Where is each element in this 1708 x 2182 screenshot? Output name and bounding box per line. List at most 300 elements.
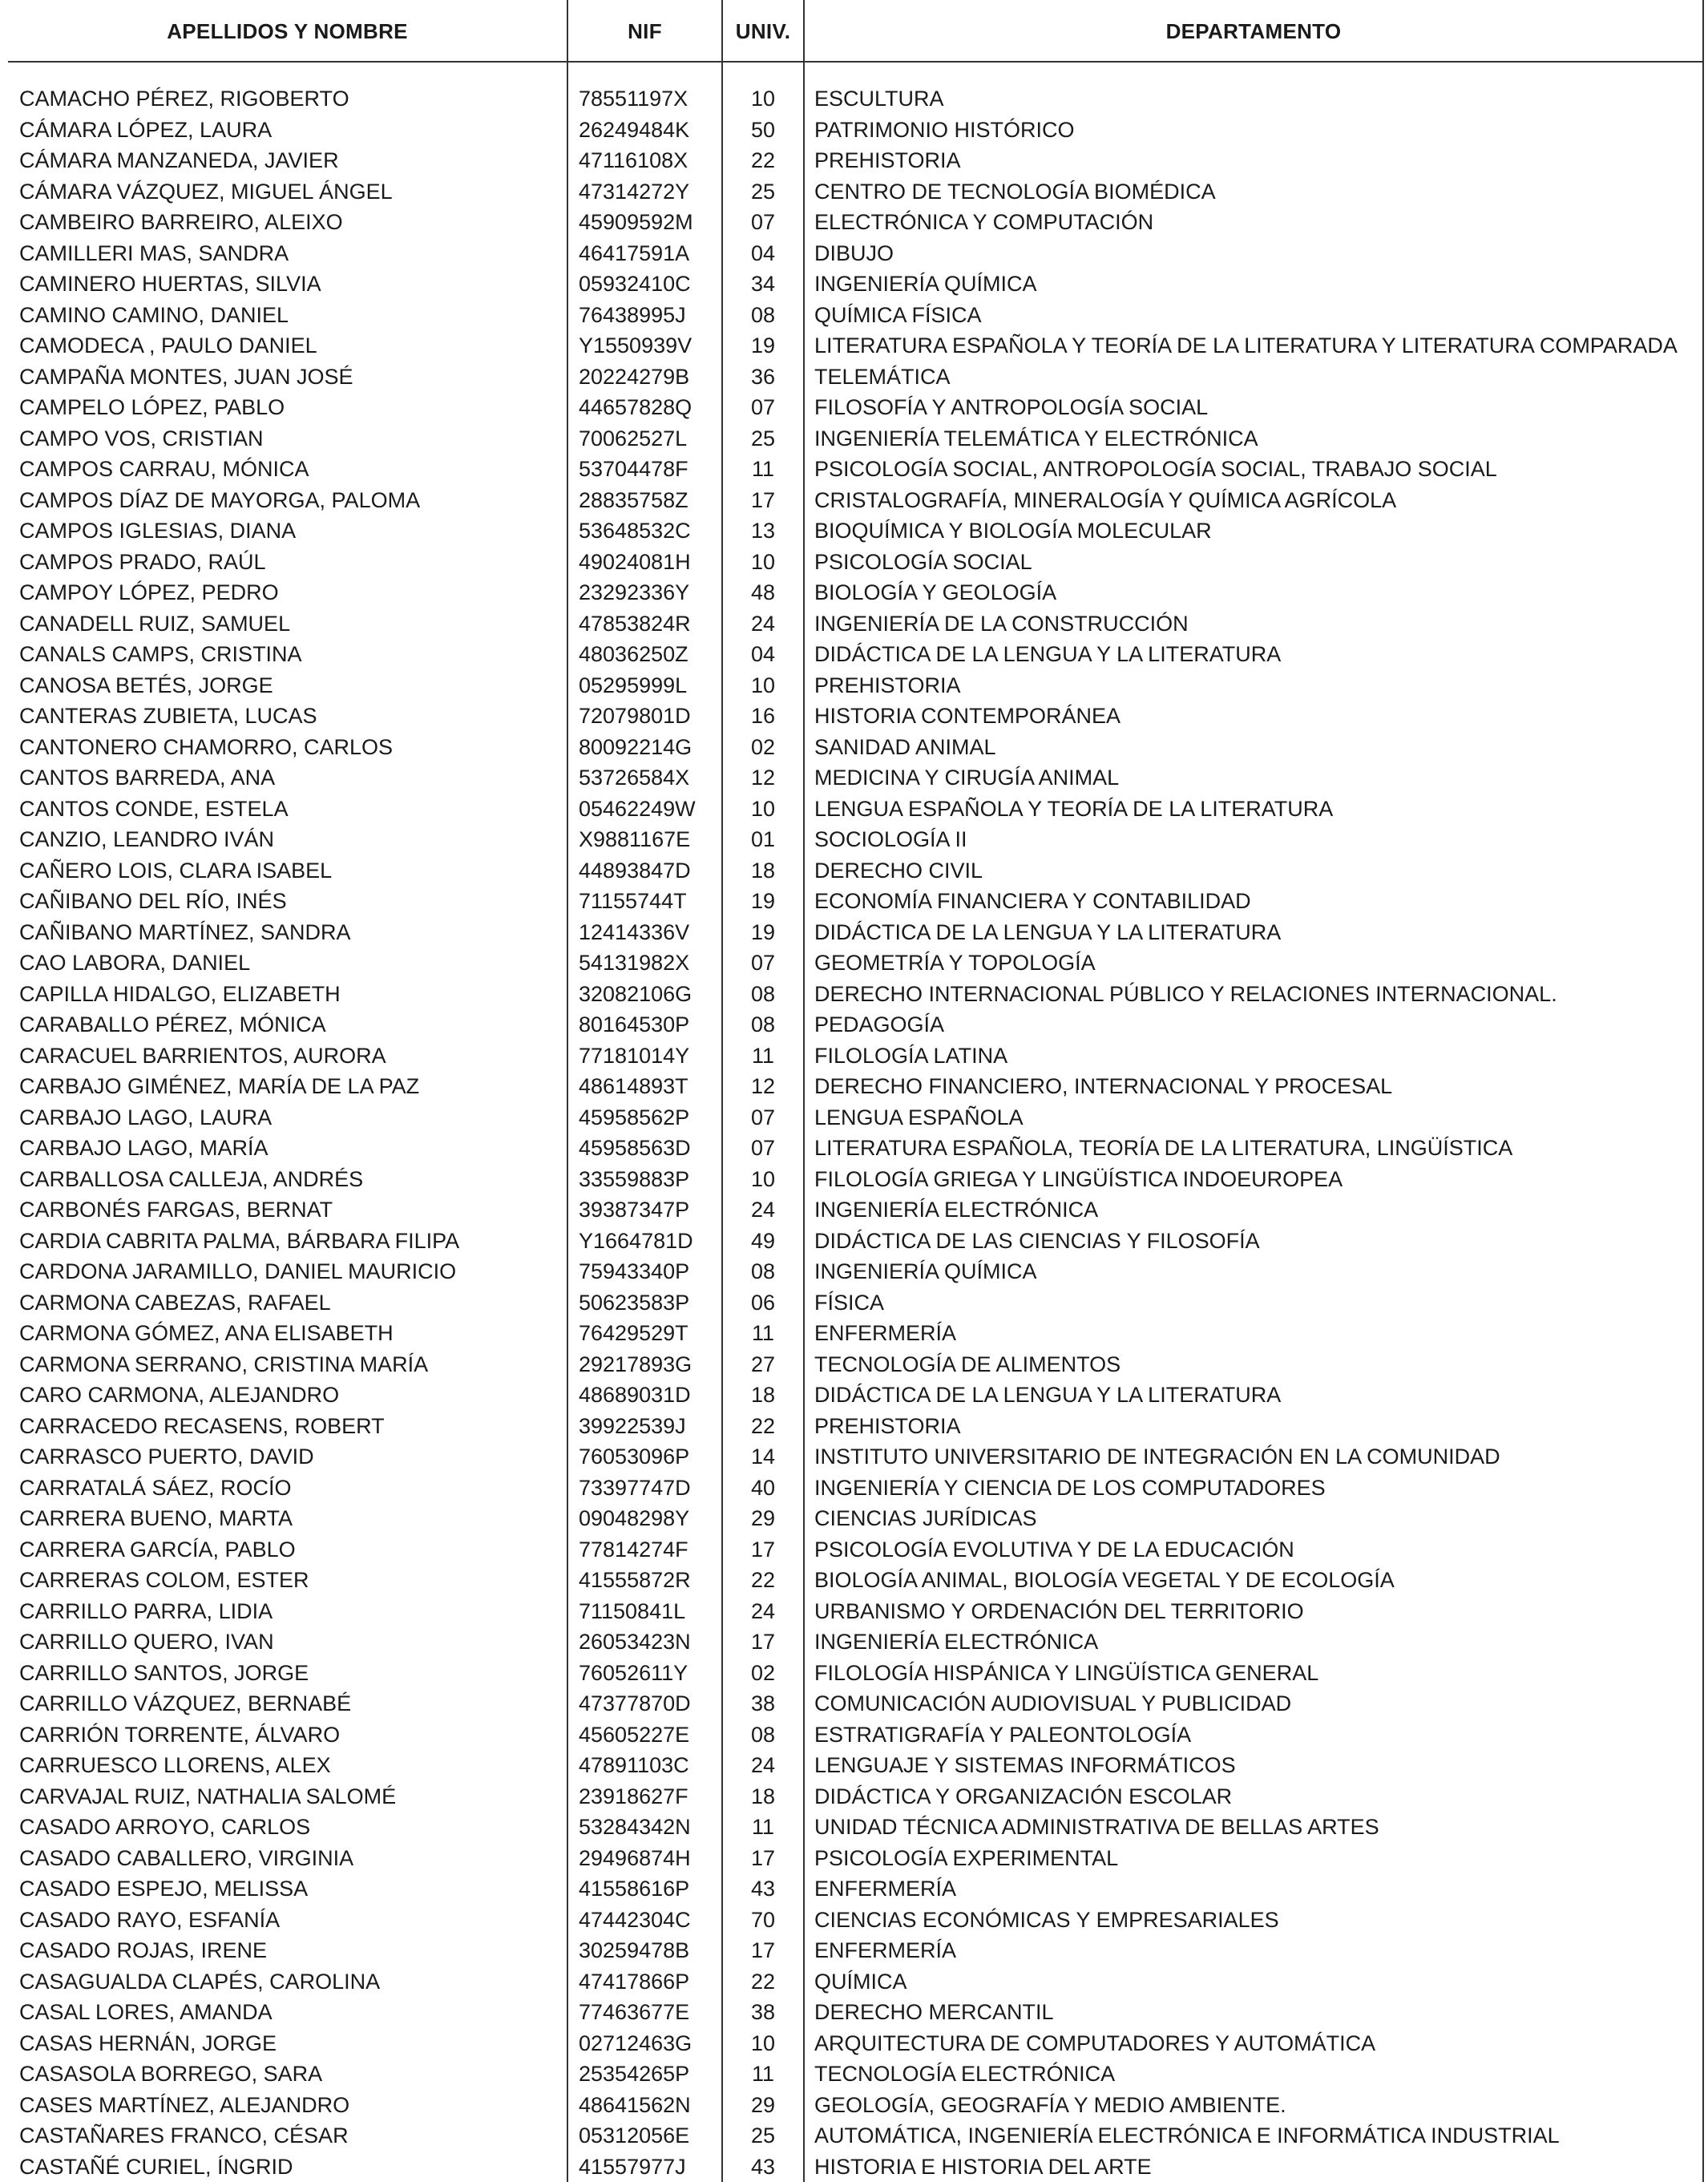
cell-name: CANALS CAMPS, CRISTINA xyxy=(19,642,302,666)
cell-univ: 38 xyxy=(750,1691,776,1715)
cell-nif: 76052611Y xyxy=(579,1660,688,1685)
cell-department: PREHISTORIA xyxy=(814,1413,961,1438)
cell-univ: 29 xyxy=(750,1506,776,1530)
cell-univ: 11 xyxy=(751,457,775,481)
cell-name: CARMONA GÓMEZ, ANA ELISABETH xyxy=(19,1321,394,1345)
cell-name: CAMINERO HUERTAS, SILVIA xyxy=(19,272,321,296)
cell-nif: 41558616P xyxy=(579,1877,690,1901)
cell-name: CASASOLA BORREGO, SARA xyxy=(19,2062,323,2086)
cell-department: GEOMETRÍA Y TOPOLOGÍA xyxy=(814,951,1096,975)
table-row xyxy=(0,794,1704,825)
cell-nif: 76053096P xyxy=(579,1445,690,1469)
cell-univ: 36 xyxy=(750,364,776,389)
table-row xyxy=(0,855,1704,887)
cell-department: MEDICINA Y CIRUGÍA ANIMAL xyxy=(814,766,1120,790)
cell-name: CAÑIBANO MARTÍNEZ, SANDRA xyxy=(19,919,351,944)
cell-nif: 72079801D xyxy=(579,704,691,728)
cell-nif: 25354265P xyxy=(579,2062,690,2086)
cell-nif: 26249484K xyxy=(579,117,690,142)
cell-univ: 11 xyxy=(751,1815,775,1839)
table-row xyxy=(0,83,1704,115)
table-row xyxy=(0,115,1704,146)
cell-univ: 07 xyxy=(750,951,776,975)
header-department: DEPARTAMENTO xyxy=(1165,19,1342,43)
cell-nif: 44893847D xyxy=(579,858,691,883)
cell-department: PEDAGOGÍA xyxy=(814,1012,945,1036)
cell-nif: 75943340P xyxy=(579,1259,690,1283)
cell-univ: 11 xyxy=(751,1321,775,1345)
cell-department: INGENIERÍA TELEMÁTICA Y ELECTRÓNICA xyxy=(814,426,1258,451)
cell-name: CARACUEL BARRIENTOS, AURORA xyxy=(19,1043,386,1068)
cell-nif: 39387347P xyxy=(579,1198,690,1222)
cell-department: CENTRO DE TECNOLOGÍA BIOMÉDICA xyxy=(814,179,1216,204)
table-row xyxy=(0,1380,1704,1411)
cell-name: CASADO CABALLERO, VIRGINIA xyxy=(19,1845,354,1870)
cell-department: HISTORIA CONTEMPORÁNEA xyxy=(814,704,1121,728)
table-row xyxy=(0,1565,1704,1596)
cell-univ: 29 xyxy=(750,2092,776,2117)
cell-univ: 22 xyxy=(750,1568,776,1592)
cell-nif: 47853824R xyxy=(579,611,691,636)
cell-univ: 17 xyxy=(750,487,776,512)
cell-nif: 53726584X xyxy=(579,766,690,790)
cell-nif: 41557977J xyxy=(579,2154,686,2179)
cell-name: CARMONA SERRANO, CRISTINA MARÍA xyxy=(19,1352,429,1376)
table-row xyxy=(0,1318,1704,1349)
cell-nif: 20224279B xyxy=(579,364,690,389)
cell-univ: 10 xyxy=(750,87,776,111)
table-row xyxy=(0,1781,1704,1812)
cell-name: CAMODECA , PAULO DANIEL xyxy=(19,333,317,358)
cell-name: CARRIÓN TORRENTE, ÁLVARO xyxy=(19,1722,341,1747)
cell-univ: 12 xyxy=(750,766,776,790)
cell-name: CARRATALÁ SÁEZ, ROCÍO xyxy=(19,1475,292,1500)
cell-univ: 48 xyxy=(750,580,776,604)
table-row xyxy=(0,948,1704,979)
cell-department: TELEMÁTICA xyxy=(814,364,951,389)
cell-name: CARO CARMONA, ALEJANDRO xyxy=(19,1383,340,1407)
table-row xyxy=(0,1626,1704,1658)
table-row xyxy=(0,1812,1704,1843)
cell-name: CASAGUALDA CLAPÉS, CAROLINA xyxy=(19,1969,381,1994)
cell-name: CAÑIBANO DEL RÍO, INÉS xyxy=(19,889,287,913)
cell-nif: Y1550939V xyxy=(579,333,692,358)
cell-univ: 08 xyxy=(750,1259,776,1283)
cell-department: CIENCIAS JURÍDICAS xyxy=(814,1506,1037,1530)
table-row xyxy=(0,238,1704,269)
cell-univ: 10 xyxy=(750,673,776,697)
cell-univ: 40 xyxy=(750,1475,776,1500)
cell-department: INGENIERÍA ELECTRÓNICA xyxy=(814,1198,1099,1222)
cell-department: FILOSOFÍA Y ANTROPOLOGÍA SOCIAL xyxy=(814,395,1209,419)
cell-nif: 47314272Y xyxy=(579,179,690,204)
table-row xyxy=(0,1905,1704,1936)
table-header xyxy=(0,0,1704,61)
cell-nif: 80164530P xyxy=(579,1012,690,1036)
cell-department: DERECHO FINANCIERO, INTERNACIONAL Y PROCESAL xyxy=(814,1074,1393,1098)
cell-department: PSICOLOGÍA EVOLUTIVA Y DE LA EDUCACIÓN xyxy=(814,1537,1294,1562)
cell-department: INSTITUTO UNIVERSITARIO DE INTEGRACIÓN EN LA COMUNIDAD xyxy=(814,1445,1500,1469)
cell-univ: 01 xyxy=(750,827,776,851)
cell-nif: 48614893T xyxy=(579,1074,688,1098)
cell-nif: 76438995J xyxy=(579,302,686,327)
cell-name: CAMBEIRO BARREIRO, ALEIXO xyxy=(19,210,343,234)
table-row xyxy=(0,362,1704,393)
cell-department: URBANISMO Y ORDENACIÓN DEL TERRITORIO xyxy=(814,1598,1304,1623)
cell-nif: 05932410C xyxy=(579,272,691,296)
cell-department: CRISTALOGRAFÍA, MINERALOGÍA Y QUÍMICA AGRÍCOLA xyxy=(814,487,1397,512)
cell-department: COMUNICACIÓN AUDIOVISUAL Y PUBLICIDAD xyxy=(814,1691,1292,1715)
cell-department: LITERATURA ESPAÑOLA Y TEORÍA DE LA LITERATURA Y LITERATURA COMPARADA xyxy=(814,333,1678,358)
cell-department: PSICOLOGÍA EXPERIMENTAL xyxy=(814,1845,1119,1870)
cell-name: CAMPO VOS, CRISTIAN xyxy=(19,426,264,451)
cell-name: CASES MARTÍNEZ, ALEJANDRO xyxy=(19,2092,350,2117)
cell-name: CARRASCO PUERTO, DAVID xyxy=(19,1445,314,1469)
table-row xyxy=(0,608,1704,640)
cell-univ: 17 xyxy=(750,1938,776,1962)
cell-department: ECONOMÍA FINANCIERA Y CONTABILIDAD xyxy=(814,889,1251,913)
cell-nif: 44657828Q xyxy=(579,395,692,419)
cell-name: CANTERAS ZUBIETA, LUCAS xyxy=(19,704,317,728)
table-row xyxy=(0,1935,1704,1966)
cell-univ: 24 xyxy=(750,1598,776,1623)
cell-name: CARBAJO GIMÉNEZ, MARÍA DE LA PAZ xyxy=(19,1074,420,1098)
cell-department: DERECHO INTERNACIONAL PÚBLICO Y RELACIONES INTERNACIONAL. xyxy=(814,981,1557,1006)
cell-nif: 32082106G xyxy=(579,981,692,1006)
cell-univ: 34 xyxy=(750,272,776,296)
cell-department: DIDÁCTICA DE LA LENGUA Y LA LITERATURA xyxy=(814,919,1282,944)
cell-department: DIDÁCTICA DE LA LENGUA Y LA LITERATURA xyxy=(814,1383,1282,1407)
cell-univ: 22 xyxy=(750,1413,776,1438)
cell-name: CAO LABORA, DANIEL xyxy=(19,951,251,975)
cell-name: CANTOS BARREDA, ANA xyxy=(19,766,276,790)
cell-name: CAMINO CAMINO, DANIEL xyxy=(19,302,289,327)
cell-nif: 53648532C xyxy=(579,519,691,543)
cell-nif: 70062527L xyxy=(579,426,688,451)
cell-name: CÁMARA MANZANEDA, JAVIER xyxy=(19,148,339,172)
cell-name: CARRILLO SANTOS, JORGE xyxy=(19,1660,309,1685)
cell-univ: 07 xyxy=(750,395,776,419)
cell-univ: 14 xyxy=(750,1445,776,1469)
cell-department: PREHISTORIA xyxy=(814,148,961,172)
cell-department: SOCIOLOGÍA II xyxy=(814,827,967,851)
cell-univ: 22 xyxy=(750,148,776,172)
cell-nif: 50623583P xyxy=(579,1290,690,1315)
cell-name: CASADO RAYO, ESFANÍA xyxy=(19,1907,281,1932)
table-row xyxy=(0,732,1704,763)
table-row xyxy=(0,1441,1704,1473)
header-univ: UNIV. xyxy=(735,19,791,43)
cell-nif: 71150841L xyxy=(579,1598,686,1623)
table-row xyxy=(0,1040,1704,1072)
cell-univ: 07 xyxy=(750,210,776,234)
cell-department: FÍSICA xyxy=(814,1290,885,1315)
table-row xyxy=(0,2120,1704,2152)
cell-department: BIOQUÍMICA Y BIOLOGÍA MOLECULAR xyxy=(814,519,1212,543)
cell-department: AUTOMÁTICA, INGENIERÍA ELECTRÓNICA E INFORMÁTICA INDUSTRIAL xyxy=(814,2123,1560,2148)
cell-name: CARRILLO VÁZQUEZ, BERNABÉ xyxy=(19,1691,352,1715)
cell-univ: 19 xyxy=(750,889,776,913)
table-row xyxy=(0,2028,1704,2059)
cell-univ: 08 xyxy=(750,981,776,1006)
cell-nif: 47377870D xyxy=(579,1691,691,1715)
cell-department: ESTRATIGRAFÍA Y PALEONTOLOGÍA xyxy=(814,1722,1192,1747)
cell-name: CARMONA CABEZAS, RAFAEL xyxy=(19,1290,331,1315)
cell-nif: 09048298Y xyxy=(579,1506,690,1530)
cell-name: CANTONERO CHAMORRO, CARLOS xyxy=(19,734,394,759)
cell-univ: 24 xyxy=(750,611,776,636)
cell-nif: 45958563D xyxy=(579,1136,691,1160)
cell-department: ENFERMERÍA xyxy=(814,1938,957,1962)
cell-name: CAÑERO LOIS, CLARA ISABEL xyxy=(19,858,333,883)
cell-univ: 08 xyxy=(750,1012,776,1036)
cell-nif: 23292336Y xyxy=(579,580,690,604)
cell-univ: 38 xyxy=(750,2000,776,2024)
cell-department: ENFERMERÍA xyxy=(814,1321,957,1345)
table-row xyxy=(0,330,1704,362)
table-row xyxy=(0,1503,1704,1534)
cell-name: CAMPOY LÓPEZ, PEDRO xyxy=(19,580,279,604)
cell-univ: 02 xyxy=(750,1660,776,1685)
cell-name: CASAL LORES, AMANDA xyxy=(19,2000,273,2024)
cell-nif: 49024081H xyxy=(579,549,691,574)
cell-nif: X9881167E xyxy=(579,827,691,851)
cell-name: CARBONÉS FARGAS, BERNAT xyxy=(19,1198,333,1222)
cell-univ: 17 xyxy=(750,1630,776,1654)
cell-department: PSICOLOGÍA SOCIAL, ANTROPOLOGÍA SOCIAL, TRABAJO SOCIAL xyxy=(814,457,1497,481)
cell-name: CÁMARA VÁZQUEZ, MIGUEL ÁNGEL xyxy=(19,179,393,204)
cell-name: CARRERA BUENO, MARTA xyxy=(19,1506,293,1530)
cell-univ: 24 xyxy=(750,1198,776,1222)
cell-name: CARDIA CABRITA PALMA, BÁRBARA FILIPA xyxy=(19,1228,460,1253)
cell-nif: 39922539J xyxy=(579,1413,686,1438)
cell-univ: 18 xyxy=(750,858,776,883)
table-row xyxy=(0,701,1704,732)
cell-univ: 19 xyxy=(750,919,776,944)
cell-name: CANADELL RUIZ, SAMUEL xyxy=(19,611,291,636)
cell-univ: 17 xyxy=(750,1845,776,1870)
cell-univ: 08 xyxy=(750,1722,776,1747)
cell-nif: 77463677E xyxy=(579,2000,690,2024)
cell-name: CASTAÑARES FRANCO, CÉSAR xyxy=(19,2123,349,2148)
table-row xyxy=(0,1287,1704,1319)
cell-name: CASAS HERNÁN, JORGE xyxy=(19,2030,277,2055)
table-row xyxy=(0,423,1704,455)
table-row xyxy=(0,1873,1704,1905)
cell-nif: 76429529T xyxy=(579,1321,688,1345)
table-row xyxy=(0,979,1704,1010)
cell-name: CAMPOS DÍAZ DE MAYORGA, PALOMA xyxy=(19,487,421,512)
cell-nif: 45958562P xyxy=(579,1105,690,1129)
header-rule xyxy=(8,61,1704,63)
cell-univ: 22 xyxy=(750,1969,776,1994)
cell-department: LENGUA ESPAÑOLA Y TEORÍA DE LA LITERATURA xyxy=(814,796,1334,821)
cell-department: CIENCIAS ECONÓMICAS Y EMPRESARIALES xyxy=(814,1907,1279,1932)
header-name: APELLIDOS Y NOMBRE xyxy=(167,19,408,43)
cell-univ: 04 xyxy=(750,642,776,666)
table-row xyxy=(0,515,1704,547)
table-row xyxy=(0,300,1704,331)
cell-nif: 45605227E xyxy=(579,1722,690,1747)
table-row xyxy=(0,762,1704,794)
table-row xyxy=(0,1071,1704,1102)
cell-univ: 13 xyxy=(750,519,776,543)
cell-univ: 10 xyxy=(750,1166,776,1191)
cell-nif: 54131982X xyxy=(579,951,690,975)
table-row xyxy=(0,1411,1704,1442)
table-row xyxy=(0,145,1704,176)
cell-nif: 05462249W xyxy=(579,796,696,821)
table-row xyxy=(0,485,1704,516)
cell-name: CAMPAÑA MONTES, JUAN JOSÉ xyxy=(19,364,353,389)
cell-department: DIDÁCTICA DE LAS CIENCIAS Y FILOSOFÍA xyxy=(814,1228,1260,1253)
cell-nif: 47116108X xyxy=(579,148,688,172)
cell-name: CÁMARA LÓPEZ, LAURA xyxy=(19,117,273,142)
cell-univ: 16 xyxy=(750,704,776,728)
cell-nif: 48689031D xyxy=(579,1383,691,1407)
cell-name: CARRERA GARCÍA, PABLO xyxy=(19,1537,296,1562)
cell-department: LITERATURA ESPAÑOLA, TEORÍA DE LA LITERATURA, LINGÜÍSTICA xyxy=(814,1136,1513,1160)
cell-univ: 07 xyxy=(750,1136,776,1160)
table-row xyxy=(0,269,1704,300)
cell-department: ARQUITECTURA DE COMPUTADORES Y AUTOMÁTICA xyxy=(814,2030,1376,2055)
cell-univ: 10 xyxy=(750,796,776,821)
cell-univ: 10 xyxy=(750,549,776,574)
cell-department: BIOLOGÍA ANIMAL, BIOLOGÍA VEGETAL Y DE ECOLOGÍA xyxy=(814,1568,1395,1592)
cell-univ: 70 xyxy=(750,1907,776,1932)
cell-univ: 07 xyxy=(750,1105,776,1129)
cell-univ: 43 xyxy=(750,1877,776,1901)
cell-name: CARRERAS COLOM, ESTER xyxy=(19,1568,309,1592)
cell-name: CAMPOS CARRAU, MÓNICA xyxy=(19,457,309,481)
cell-department: ELECTRÓNICA Y COMPUTACIÓN xyxy=(814,210,1154,234)
table-row xyxy=(0,639,1704,670)
table-row xyxy=(0,1966,1704,1998)
table-row xyxy=(0,1843,1704,1874)
table-row xyxy=(0,886,1704,917)
cell-name: CANOSA BETÉS, JORGE xyxy=(19,673,273,697)
table-row xyxy=(0,1750,1704,1781)
cell-department: GEOLOGÍA, GEOGRAFÍA Y MEDIO AMBIENTE. xyxy=(814,2092,1286,2117)
cell-name: CARBAJO LAGO, LAURA xyxy=(19,1105,273,1129)
cell-department: DERECHO CIVIL xyxy=(814,858,983,883)
cell-department: UNIDAD TÉCNICA ADMINISTRATIVA DE BELLAS ARTES xyxy=(814,1815,1379,1839)
cell-name: CASADO ARROYO, CARLOS xyxy=(19,1815,311,1839)
cell-name: CARVAJAL RUIZ, NATHALIA SALOMÉ xyxy=(19,1784,397,1808)
table-row xyxy=(0,2090,1704,2121)
cell-department: INGENIERÍA ELECTRÓNICA xyxy=(814,1630,1099,1654)
cell-nif: 77181014Y xyxy=(579,1043,690,1068)
cell-nif: 80092214G xyxy=(579,734,692,759)
table-row xyxy=(0,1473,1704,1504)
cell-department: SANIDAD ANIMAL xyxy=(814,734,996,759)
cell-nif: 77814274F xyxy=(579,1537,688,1562)
table-row xyxy=(0,1997,1704,2028)
cell-nif: 05295999L xyxy=(579,673,688,697)
cell-department: QUÍMICA xyxy=(814,1969,907,1994)
cell-department: INGENIERÍA Y CIENCIA DE LOS COMPUTADORES xyxy=(814,1475,1326,1500)
cell-name: CARABALLO PÉREZ, MÓNICA xyxy=(19,1012,326,1036)
cell-name: CAMILLERI MAS, SANDRA xyxy=(19,240,289,265)
cell-univ: 25 xyxy=(750,179,776,204)
cell-nif: 29496874H xyxy=(579,1845,691,1870)
cell-nif: 47442304C xyxy=(579,1907,691,1932)
cell-nif: 47891103C xyxy=(579,1753,689,1777)
cell-univ: 11 xyxy=(751,2062,775,2086)
cell-name: CAMPELO LÓPEZ, PABLO xyxy=(19,395,285,419)
cell-nif: 30259478B xyxy=(579,1938,690,1962)
table-row xyxy=(0,917,1704,948)
cell-univ: 11 xyxy=(751,1043,775,1068)
cell-univ: 19 xyxy=(750,333,776,358)
table-row xyxy=(0,1194,1704,1226)
cell-name: CARRUESCO LLORENS, ALEX xyxy=(19,1753,331,1777)
table-row xyxy=(0,1164,1704,1195)
cell-name: CAPILLA HIDALGO, ELIZABETH xyxy=(19,981,341,1006)
cell-department: HISTORIA E HISTORIA DEL ARTE xyxy=(814,2154,1152,2179)
cell-nif: 33559883P xyxy=(579,1166,690,1191)
table-row xyxy=(0,824,1704,855)
cell-department: DERECHO MERCANTIL xyxy=(814,2000,1054,2024)
cell-name: CARRACEDO RECASENS, ROBERT xyxy=(19,1413,385,1438)
table-body xyxy=(0,83,1704,2182)
table-row xyxy=(0,1133,1704,1164)
cell-nif: 02712463G xyxy=(579,2030,692,2055)
cell-univ: 49 xyxy=(750,1228,776,1253)
cell-univ: 12 xyxy=(750,1074,776,1098)
cell-nif: 46417591A xyxy=(579,240,690,265)
cell-univ: 10 xyxy=(750,2030,776,2055)
table-row xyxy=(0,1349,1704,1380)
cell-nif: 53704478F xyxy=(579,457,688,481)
cell-department: LENGUA ESPAÑOLA xyxy=(814,1105,1024,1129)
table-row xyxy=(0,547,1704,578)
cell-department: TECNOLOGÍA DE ALIMENTOS xyxy=(814,1352,1121,1376)
cell-univ: 24 xyxy=(750,1753,776,1777)
table-row xyxy=(0,1256,1704,1287)
cell-department: INGENIERÍA QUÍMICA xyxy=(814,272,1037,296)
cell-department: DIBUJO xyxy=(814,240,894,265)
cell-univ: 08 xyxy=(750,302,776,327)
table-row xyxy=(0,392,1704,423)
cell-nif: 45909592M xyxy=(579,210,693,234)
cell-department: FILOLOGÍA GRIEGA Y LINGÜÍSTICA INDOEUROPEA xyxy=(814,1166,1343,1191)
cell-department: DIDÁCTICA DE LA LENGUA Y LA LITERATURA xyxy=(814,642,1282,666)
cell-nif: 41555872R xyxy=(579,1568,691,1592)
cell-univ: 25 xyxy=(750,2123,776,2148)
table-row xyxy=(0,1658,1704,1689)
cell-univ: 43 xyxy=(750,2154,776,2179)
cell-name: CANTOS CONDE, ESTELA xyxy=(19,796,289,821)
cell-nif: 23918627F xyxy=(579,1784,688,1808)
cell-department: PATRIMONIO HISTÓRICO xyxy=(814,117,1075,142)
cell-department: FILOLOGÍA LATINA xyxy=(814,1043,1008,1068)
cell-univ: 18 xyxy=(750,1784,776,1808)
cell-department: PREHISTORIA xyxy=(814,673,961,697)
cell-department: FILOLOGÍA HISPÁNICA Y LINGÜÍSTICA GENERAL xyxy=(814,1660,1319,1685)
cell-department: LENGUAJE Y SISTEMAS INFORMÁTICOS xyxy=(814,1753,1236,1777)
cell-nif: 48036250Z xyxy=(579,642,688,666)
cell-univ: 04 xyxy=(750,240,776,265)
cell-name: CAMACHO PÉREZ, RIGOBERTO xyxy=(19,87,349,111)
cell-name: CARRILLO PARRA, LIDIA xyxy=(19,1598,273,1623)
cell-nif: 05312056E xyxy=(579,2123,690,2148)
table-row xyxy=(0,176,1704,208)
table-row xyxy=(0,577,1704,608)
cell-name: CARBAJO LAGO, MARÍA xyxy=(19,1136,269,1160)
cell-name: CASADO ROJAS, IRENE xyxy=(19,1938,268,1962)
table-row xyxy=(0,2152,1704,2182)
